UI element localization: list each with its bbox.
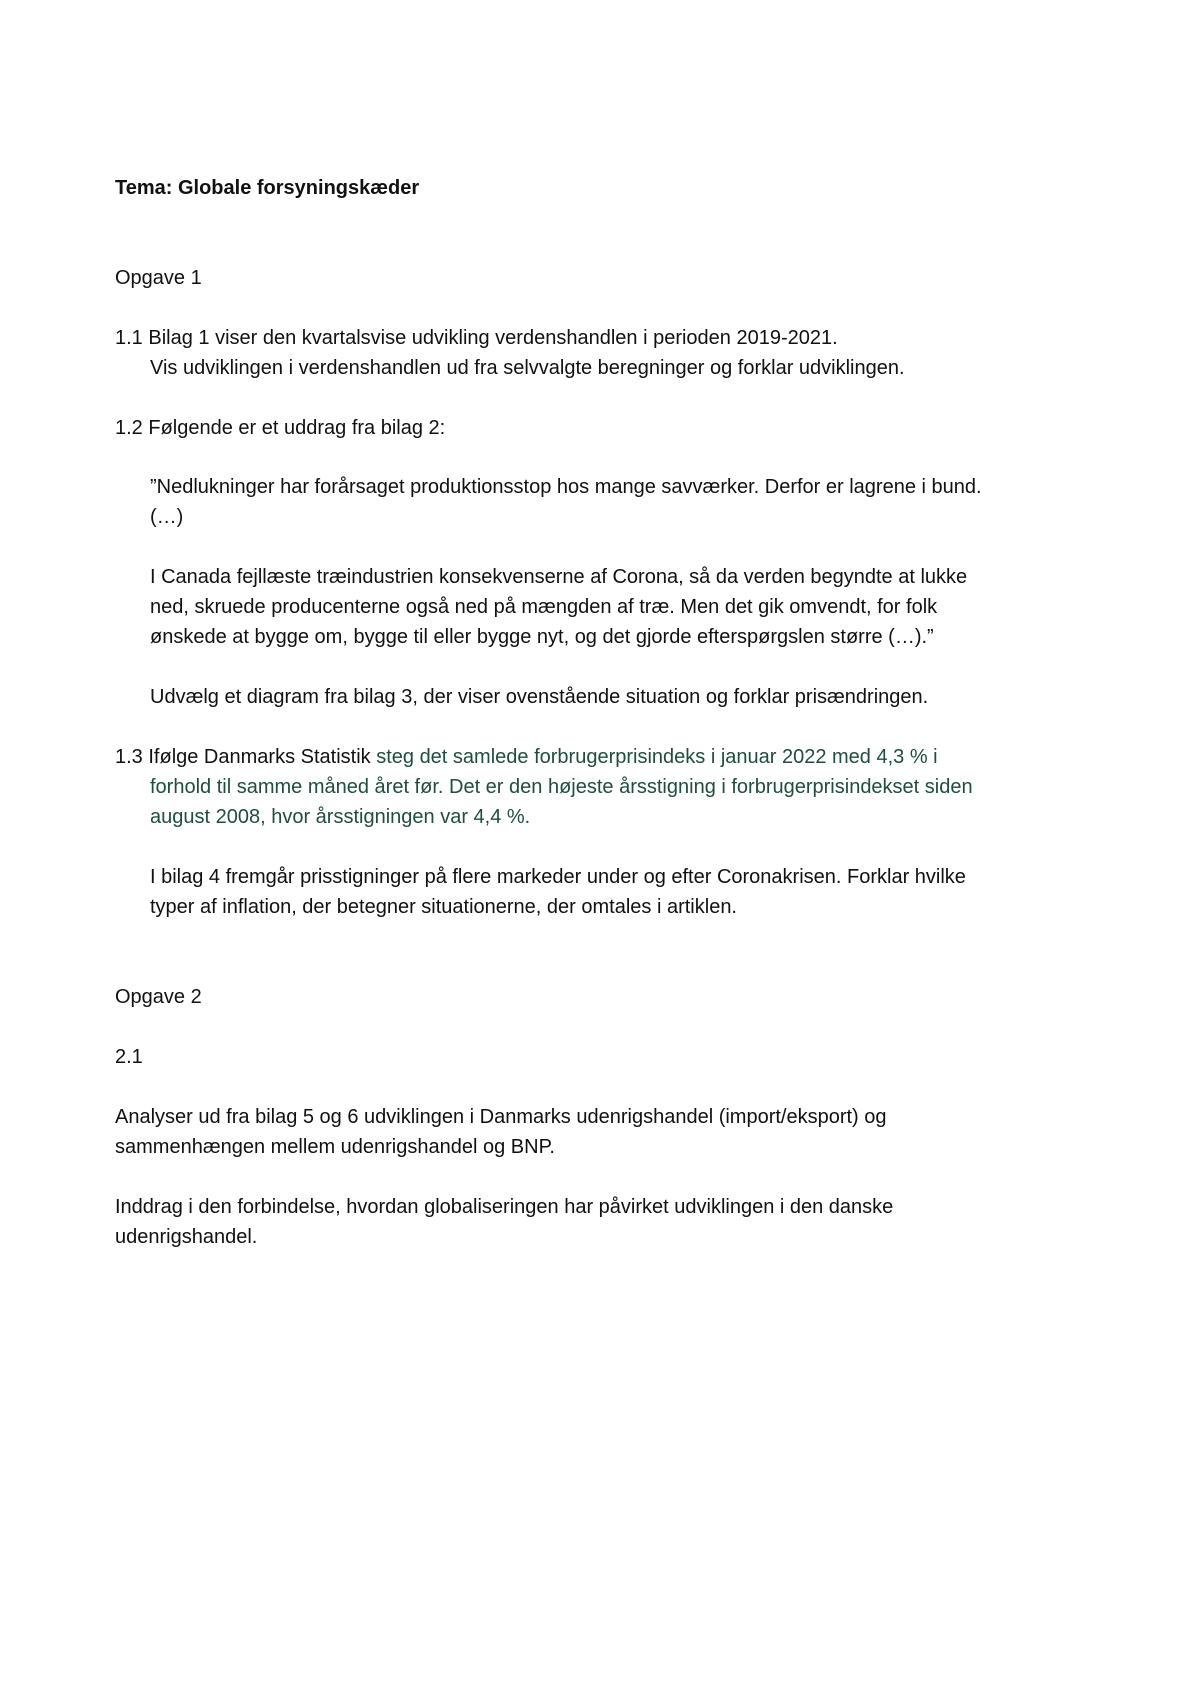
question-2-1-line-3: Inddrag i den forbindelse, hvordan globaliseringen har påvirket udviklingen i den danske [115, 1196, 894, 1218]
opgave-1-heading: Opgave 1 [115, 267, 202, 289]
question-2-1-label: 2.1 [115, 1046, 143, 1068]
question-1-3-line-4: I bilag 4 fremgår prisstigninger på flere markeder under og efter Coronakrisen. Forklar hvilke [150, 866, 966, 888]
quote-line-4: ned, skruede producenterne også ned på mængden af træ. Men det gik omvendt, for folk [150, 596, 938, 618]
document-title: Tema: Globale forsyningskæder [115, 177, 420, 199]
quote-line-1: ”Nedlukninger har forårsaget produktionsstop hos mange savværker. Derfor er lagrene i bund. [150, 476, 982, 498]
quote-line-3: I Canada fejllæste træindustrien konsekvenserne af Corona, så da verden begyndte at lukke [150, 566, 968, 588]
question-2-1-line-4: udenrigshandel. [115, 1226, 258, 1248]
question-1-1-line-2: Vis udviklingen i verdenshandlen ud fra selvvalgte beregninger og forklar udviklingen. [150, 357, 905, 379]
question-1-2-line-1: 1.2 Følgende er et uddrag fra bilag 2: [115, 417, 446, 439]
opgave-2-heading: Opgave 2 [115, 986, 202, 1008]
question-1-3-line-5: typer af inflation, der betegner situationerne, der omtales i artiklen. [150, 896, 737, 918]
question-2-1-line-1: Analyser ud fra bilag 5 og 6 udviklingen i Danmarks udenrigshandel (import/eksport) og [115, 1106, 887, 1128]
question-1-3-line-1 [115, 742, 938, 772]
question-1-1-line-1: 1.1 Bilag 1 viser den kvartalsvise udvikling verdenshandlen i perioden 2019-2021. [115, 327, 838, 349]
question-1-3-highlight: steg det samlede forbrugerprisindeks i januar 2022 med 4,3 % i [376, 746, 938, 768]
question-1-3-line-3: august 2008, hvor årsstigningen var 4,4 %. [150, 806, 531, 828]
quote-line-2: (…) [150, 506, 184, 528]
question-2-1-line-2: sammenhængen mellem udenrigshandel og BNP. [115, 1136, 555, 1158]
quote-line-5: ønskede at bygge om, bygge til eller bygge nyt, og det gjorde efterspørgslen større (…).” [150, 626, 934, 648]
question-1-2-task: Udvælg et diagram fra bilag 3, der viser ovenstående situation og forklar prisændringen. [150, 686, 929, 708]
question-1-3-prefix: 1.3 Ifølge Danmarks Statistik [115, 746, 377, 768]
question-1-3-line-2: forhold til samme måned året før. Det er den højeste årsstigning i forbrugerprisindekset siden [150, 776, 973, 798]
